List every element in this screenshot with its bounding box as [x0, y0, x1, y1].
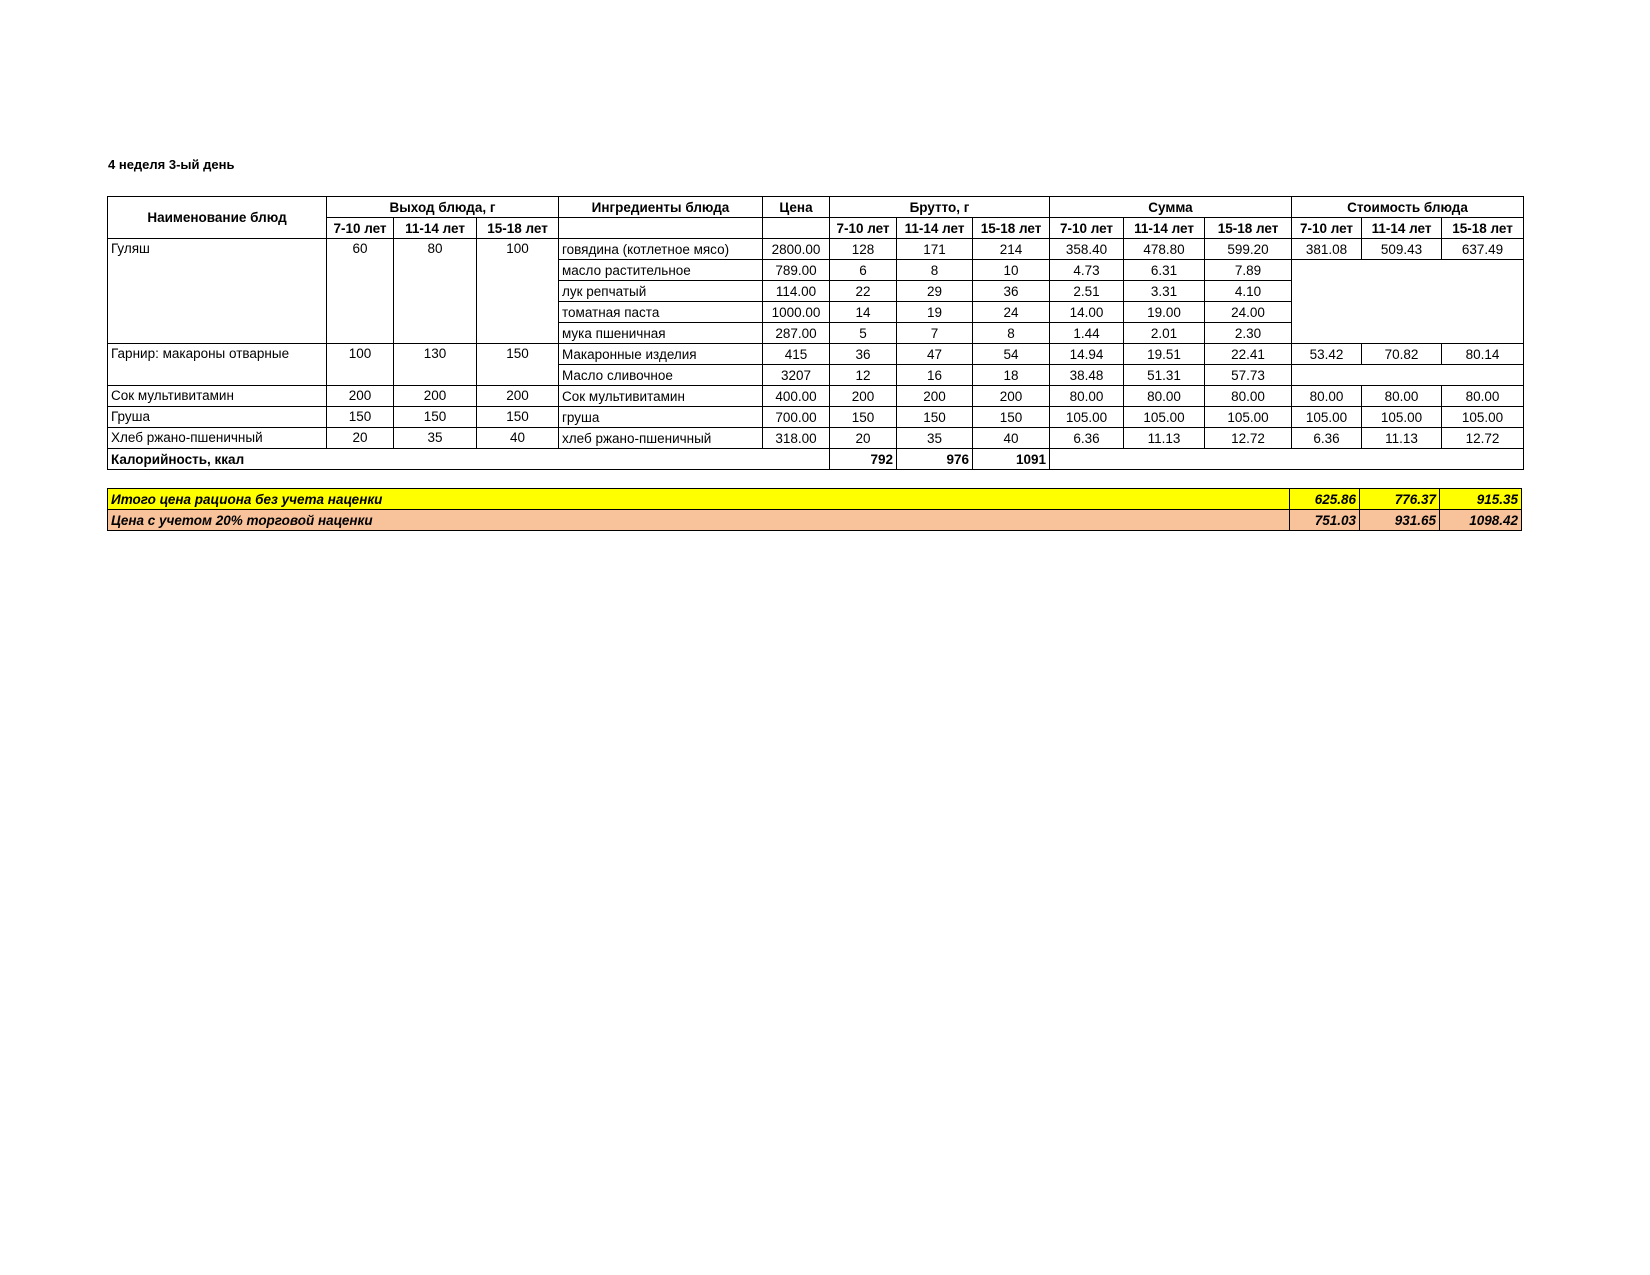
dish-cost: 381.08 — [1292, 239, 1362, 260]
ingredient-sum: 4.73 — [1050, 260, 1124, 281]
total-value: 776.37 — [1360, 489, 1440, 510]
dish-cost-empty — [1292, 260, 1524, 344]
dish-name: Груша — [108, 407, 327, 428]
dish-yield: 100 — [327, 344, 394, 386]
dish-cost: 80.14 — [1442, 344, 1524, 365]
markup-row — [108, 510, 1522, 531]
dish-yield: 150 — [327, 407, 394, 428]
dish-yield: 150 — [394, 407, 477, 428]
dish-cost: 6.36 — [1292, 428, 1362, 449]
ingredient-sum: 14.94 — [1050, 344, 1124, 365]
dish-cost: 637.49 — [1442, 239, 1524, 260]
ingredient-sum: 6.36 — [1050, 428, 1124, 449]
totals-table — [107, 488, 1522, 531]
header-price: Цена — [763, 197, 830, 218]
ingredient-name: мука пшеничная — [559, 323, 763, 344]
calories-value: 976 — [897, 449, 973, 470]
calories-value: 792 — [830, 449, 897, 470]
header-yield: Выход блюда, г — [327, 197, 559, 218]
ingredient-price: 1000.00 — [763, 302, 830, 323]
ingredient-sum: 11.13 — [1124, 428, 1205, 449]
ingredient-sum: 105.00 — [1205, 407, 1292, 428]
ingredient-gross: 24 — [973, 302, 1050, 323]
ingredient-gross: 40 — [973, 428, 1050, 449]
ingredient-sum: 80.00 — [1124, 386, 1205, 407]
ingredient-gross: 150 — [830, 407, 897, 428]
ingredient-sum: 105.00 — [1050, 407, 1124, 428]
header-age-group: 7-10 лет — [1050, 218, 1124, 239]
ingredient-price: 114.00 — [763, 281, 830, 302]
header-age-group: 15-18 лет — [1442, 218, 1524, 239]
menu-table — [107, 196, 1524, 470]
ingredient-gross: 22 — [830, 281, 897, 302]
dish-yield: 200 — [394, 386, 477, 407]
ingredient-gross: 8 — [973, 323, 1050, 344]
ingredient-gross: 47 — [897, 344, 973, 365]
markup-value: 931.65 — [1360, 510, 1440, 531]
ingredient-gross: 10 — [973, 260, 1050, 281]
ingredient-sum: 14.00 — [1050, 302, 1124, 323]
ingredient-name: лук репчатый — [559, 281, 763, 302]
dish-yield: 150 — [477, 344, 559, 386]
dish-yield: 150 — [477, 407, 559, 428]
dish-yield: 60 — [327, 239, 394, 344]
ingredient-gross: 54 — [973, 344, 1050, 365]
ingredient-gross: 35 — [897, 428, 973, 449]
ingredient-row — [108, 428, 1524, 449]
ingredient-sum: 358.40 — [1050, 239, 1124, 260]
ingredient-row — [108, 407, 1524, 428]
ingredient-gross: 7 — [897, 323, 973, 344]
markup-value: 751.03 — [1290, 510, 1360, 531]
ingredient-gross: 150 — [897, 407, 973, 428]
ingredient-sum: 22.41 — [1205, 344, 1292, 365]
ingredient-gross: 12 — [830, 365, 897, 386]
header-yield-age: 7-10 лет — [327, 218, 394, 239]
header-gross: Брутто, г — [830, 197, 1050, 218]
ingredient-sum: 3.31 — [1124, 281, 1205, 302]
ingredient-gross: 36 — [830, 344, 897, 365]
ingredient-name: говядина (котлетное мясо) — [559, 239, 763, 260]
header-age-group: 7-10 лет — [1292, 218, 1362, 239]
ingredient-gross: 150 — [973, 407, 1050, 428]
markup-value: 1098.42 — [1440, 510, 1522, 531]
ingredient-gross: 20 — [830, 428, 897, 449]
header-price-empty — [763, 218, 830, 239]
ingredient-gross: 200 — [973, 386, 1050, 407]
dish-cost: 11.13 — [1362, 428, 1442, 449]
dish-cost: 80.00 — [1292, 386, 1362, 407]
ingredient-name: Масло сливочное — [559, 365, 763, 386]
dish-cost: 53.42 — [1292, 344, 1362, 365]
ingredient-row — [108, 239, 1524, 260]
calories-value: 1091 — [973, 449, 1050, 470]
total-value: 915.35 — [1440, 489, 1522, 510]
dish-cost: 80.00 — [1362, 386, 1442, 407]
ingredient-sum: 2.51 — [1050, 281, 1124, 302]
ingredient-price: 415 — [763, 344, 830, 365]
ingredient-gross: 200 — [897, 386, 973, 407]
ingredient-price: 3207 — [763, 365, 830, 386]
ingredient-gross: 18 — [973, 365, 1050, 386]
ingredient-sum: 2.01 — [1124, 323, 1205, 344]
header-ingredients: Ингредиенты блюда — [559, 197, 763, 218]
dish-yield: 35 — [394, 428, 477, 449]
dish-yield: 100 — [477, 239, 559, 344]
calories-row — [108, 449, 1524, 470]
ingredient-sum: 12.72 — [1205, 428, 1292, 449]
dish-cost: 80.00 — [1442, 386, 1524, 407]
ingredient-price: 318.00 — [763, 428, 830, 449]
dish-yield: 200 — [327, 386, 394, 407]
dish-yield: 80 — [394, 239, 477, 344]
ingredient-name: Макаронные изделия — [559, 344, 763, 365]
ingredient-gross: 171 — [897, 239, 973, 260]
dish-yield: 20 — [327, 428, 394, 449]
ingredient-gross: 14 — [830, 302, 897, 323]
ingredient-gross: 8 — [897, 260, 973, 281]
ingredient-name: Сок мультивитамин — [559, 386, 763, 407]
ingredient-gross: 19 — [897, 302, 973, 323]
calories-empty — [1050, 449, 1524, 470]
ingredient-gross: 5 — [830, 323, 897, 344]
dish-cost: 105.00 — [1442, 407, 1524, 428]
dish-cost: 509.43 — [1362, 239, 1442, 260]
ingredient-gross: 128 — [830, 239, 897, 260]
header-age-group: 15-18 лет — [1205, 218, 1292, 239]
dish-cost-empty — [1292, 365, 1524, 386]
ingredient-sum: 478.80 — [1124, 239, 1205, 260]
dish-name: Гарнир: макароны отварные — [108, 344, 327, 386]
dish-cost: 105.00 — [1292, 407, 1362, 428]
total-label: Итого цена рациона без учета наценки — [108, 489, 1290, 510]
header-row — [108, 197, 1524, 218]
ingredient-row — [108, 386, 1524, 407]
dish-yield: 130 — [394, 344, 477, 386]
header-yield-age: 11-14 лет — [394, 218, 477, 239]
ingredient-gross: 200 — [830, 386, 897, 407]
ingredient-price: 2800.00 — [763, 239, 830, 260]
ingredient-gross: 36 — [973, 281, 1050, 302]
header-age-group: 15-18 лет — [973, 218, 1050, 239]
dish-cost: 12.72 — [1442, 428, 1524, 449]
ingredient-price: 287.00 — [763, 323, 830, 344]
ingredient-gross: 214 — [973, 239, 1050, 260]
calories-label: Калорийность, ккал — [108, 449, 830, 470]
header-yield-age: 15-18 лет — [477, 218, 559, 239]
dish-cost: 105.00 — [1362, 407, 1442, 428]
ingredient-sum: 80.00 — [1050, 386, 1124, 407]
total-value: 625.86 — [1290, 489, 1360, 510]
dish-name: Сок мультивитамин — [108, 386, 327, 407]
ingredient-sum: 105.00 — [1124, 407, 1205, 428]
ingredient-sum: 24.00 — [1205, 302, 1292, 323]
header-age-group: 11-14 лет — [897, 218, 973, 239]
header-ingredients-empty — [559, 218, 763, 239]
ingredient-name: масло растительное — [559, 260, 763, 281]
ingredient-sum: 57.73 — [1205, 365, 1292, 386]
dish-cost: 70.82 — [1362, 344, 1442, 365]
ingredient-price: 700.00 — [763, 407, 830, 428]
ingredient-row — [108, 344, 1524, 365]
ingredient-sum: 19.00 — [1124, 302, 1205, 323]
ingredient-gross: 29 — [897, 281, 973, 302]
page-title: 4 неделя 3-ый день — [108, 157, 235, 172]
ingredient-sum: 80.00 — [1205, 386, 1292, 407]
dish-name: Гуляш — [108, 239, 327, 344]
ingredient-name: хлеб ржано-пшеничный — [559, 428, 763, 449]
ingredient-sum: 2.30 — [1205, 323, 1292, 344]
markup-label: Цена с учетом 20% торговой наценки — [108, 510, 1290, 531]
ingredient-gross: 16 — [897, 365, 973, 386]
ingredient-sum: 19.51 — [1124, 344, 1205, 365]
ingredient-price: 789.00 — [763, 260, 830, 281]
header-sum: Сумма — [1050, 197, 1292, 218]
header-dish-name: Наименование блюд — [108, 197, 327, 239]
ingredient-sum: 6.31 — [1124, 260, 1205, 281]
ingredient-price: 400.00 — [763, 386, 830, 407]
ingredient-name: томатная паста — [559, 302, 763, 323]
ingredient-sum: 1.44 — [1050, 323, 1124, 344]
header-cost: Стоимость блюда — [1292, 197, 1524, 218]
ingredient-sum: 599.20 — [1205, 239, 1292, 260]
ingredient-sum: 51.31 — [1124, 365, 1205, 386]
dish-yield: 40 — [477, 428, 559, 449]
dish-yield: 200 — [477, 386, 559, 407]
ingredient-sum: 38.48 — [1050, 365, 1124, 386]
header-age-group: 7-10 лет — [830, 218, 897, 239]
header-age-group: 11-14 лет — [1124, 218, 1205, 239]
total-row — [108, 489, 1522, 510]
ingredient-sum: 7.89 — [1205, 260, 1292, 281]
ingredient-name: груша — [559, 407, 763, 428]
ingredient-gross: 6 — [830, 260, 897, 281]
dish-name: Хлеб ржано-пшеничный — [108, 428, 327, 449]
header-age-group: 11-14 лет — [1362, 218, 1442, 239]
ingredient-sum: 4.10 — [1205, 281, 1292, 302]
